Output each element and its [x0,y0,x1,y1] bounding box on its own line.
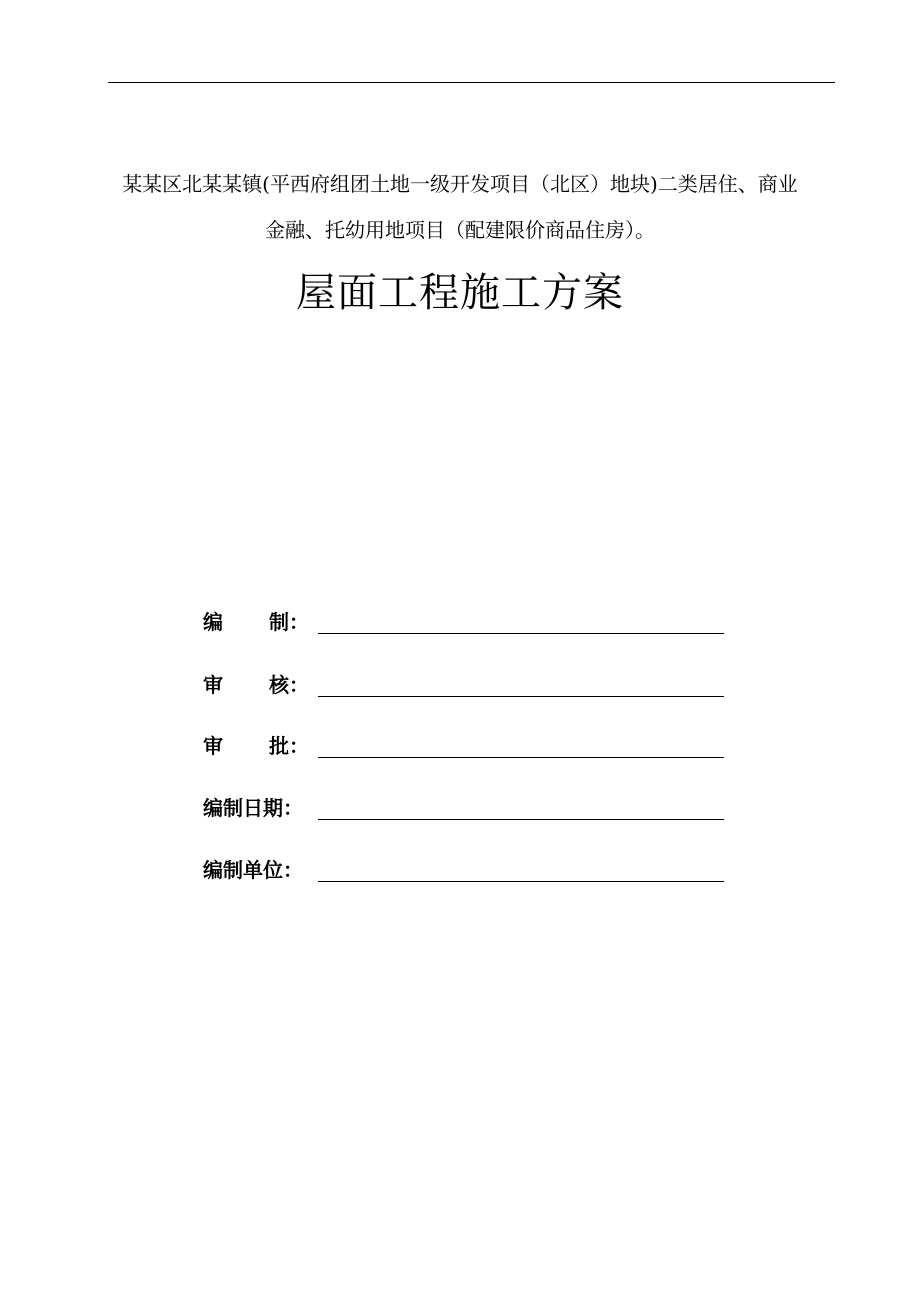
signoff-row-approved-by [203,731,743,761]
approved-by-blank-line [318,757,724,758]
reviewed-by-label-char-1: 审 [203,673,269,697]
prepared-date-label: 编制日期： [203,796,303,820]
project-name-line-1: 某某区北某某镇(平西府组团土地一级开发项目（北区）地块)二类居住、商业 [122,172,798,196]
signoff-row-prepared-by [203,607,743,637]
prepared-by-label [203,607,317,637]
reviewed-by-colon: ： [289,673,309,697]
signoff-row-reviewed-by [203,670,743,700]
prepared-unit-label: 编制单位： [203,858,303,882]
signoff-row-prepared-unit [203,855,743,885]
project-name-line-2: 金融、托幼用地项目（配建限价商品住房）。 [265,218,655,242]
prepared-by-blank-line [318,633,724,634]
signoff-row-prepared-date [203,793,743,823]
document-title: 屋面工程施工方案 [296,270,624,316]
header-rule [108,82,835,83]
prepared-by-label-char-2: 制 [269,610,289,634]
prepared-by-colon: ： [289,610,309,634]
approved-by-label [203,731,317,761]
approved-by-label-char-2: 批 [269,734,289,758]
reviewed-by-label-char-2: 核 [269,673,289,697]
approved-by-colon: ： [289,734,309,758]
prepared-date-blank-line [318,819,724,820]
reviewed-by-blank-line [318,696,724,697]
prepared-by-label-char-1: 编 [203,610,269,634]
approved-by-label-char-1: 审 [203,734,269,758]
reviewed-by-label [203,670,317,700]
prepared-unit-blank-line [318,881,724,882]
